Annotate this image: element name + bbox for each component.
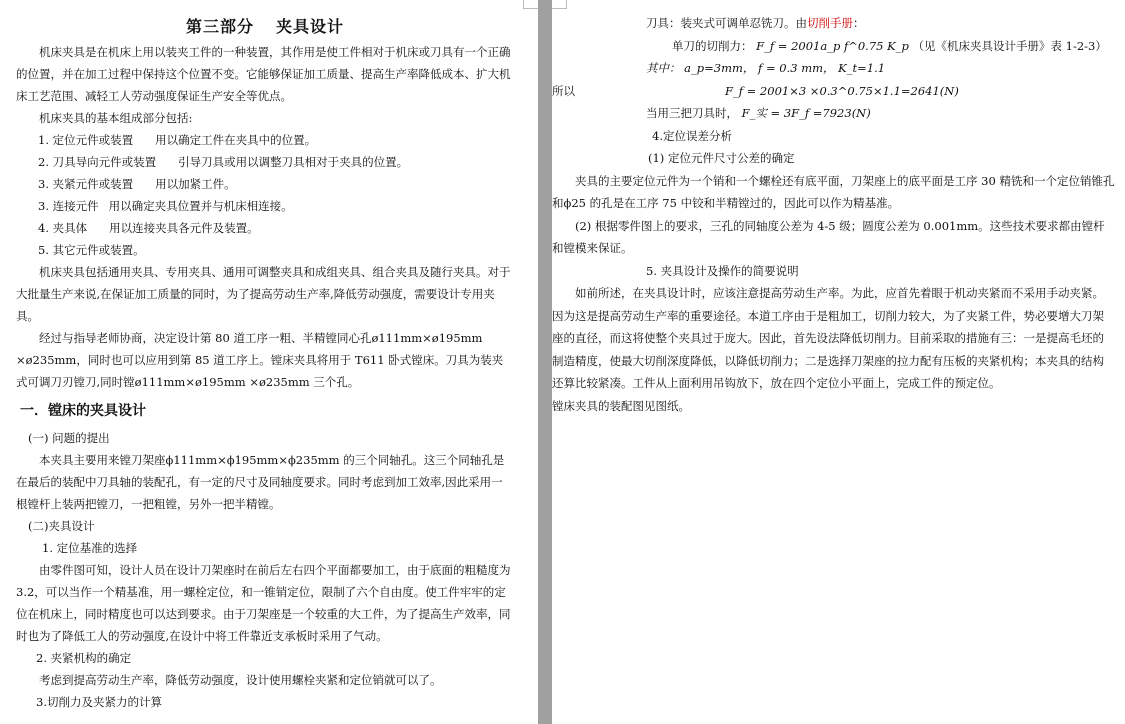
section-heading: 一．镗床的夹具设计	[20, 403, 146, 419]
list-item: 2. 刀具导向元件或装置 引导刀具或用以调整刀具相对于夹具的位置。	[38, 155, 409, 169]
list-item: 3. 连接元件 用以确定夹具位置并与机床相连接。	[38, 199, 293, 213]
page-corner-mark	[552, 0, 567, 9]
subsection-heading: 4.定位误差分析	[652, 128, 732, 143]
title-name: 夹具设计	[276, 17, 345, 36]
paragraph: 机床夹具的基本组成部分包括:	[39, 111, 193, 125]
paragraph: 由零件图可知，设计人员在设计刀架座时在前后左右四个平面都要加工，由于底面的粗糙度为 3.2，可以当作一个精基准，用一螺栓定位，和一锥销定位，限制了六个自由度。使工件牢牢的定位在机床上，同时精度也可以达到要求。由于刀架座是一个较重的大工件，为了提高生产效率，同时也为了降低工人的劳动强度,在设计中将工件靠近支承板时采用了气动。	[16, 563, 511, 643]
paragraph: 考虑到提高劳动生产率，降低劳动强度，设计使用螺栓夹紧和定位销就可以了。	[39, 673, 442, 687]
paragraph: 镗床夹具的装配图见图纸。	[552, 398, 690, 413]
formula-line: 所以 F_f = 2001×3 ×0.3^0.75×1.1=2641(N)	[552, 83, 959, 98]
list-item: 1. 定位元件或装置 用以确定工件在夹具中的位置。	[38, 133, 317, 147]
subsection-heading: (一) 问题的提出	[28, 431, 110, 445]
formula-line: 单刀的切削力： F_f = 2001a_p f^0.75 K_p （见《机床夹具设计手册》表 1-2-3）	[672, 38, 1107, 53]
title-part: 第三部分	[185, 17, 254, 36]
paragraph: 经过与指导老师协商，决定设计第 80 道工序一粗、半精镗同心孔ø111mm×ø195mm ×ø235mm，同时也可以应用到第 85 道工序上。镗床夹具将用于 T611 卧式镗床。刀具为装夹式可调刀刃镗刀,同时镗ø111mm×ø195mm ×ø235mm 三个孔。	[16, 331, 504, 389]
formula: F_f = 2001a_p f^0.75 K_p	[756, 38, 909, 53]
formula: F_实 = 3F_f =7923(N)	[741, 106, 871, 120]
list-item: 4. 夹具体 用以连接夹具各元件及装置。	[38, 221, 259, 235]
paragraph: (2) 根据零件图上的要求，三孔的同轴度公差为 4-5 级；圆度公差为 0.001mm。这些技术要求都由镗杆和镗模来保证。	[552, 218, 1105, 255]
highlighted-term: 切削手册	[807, 16, 853, 30]
subsection-heading: 5. 夹具设计及操作的简要说明	[646, 263, 799, 278]
subsection-heading: 2. 夹紧机构的确定	[36, 651, 132, 665]
paragraph: 如前所述，在夹具设计时，应该注意提高劳动生产率。为此，应首先着眼于机动夹紧而不采用手动夹紧。因为这是提高劳动生产率的重要途径。本道工序由于是粗加工，切削力较大，为了夹紧工件，势必要增大刀架座的直径，而这将使整个夹具过于庞大。因此，首先设法降低切削力。目前采取的措施有三：一是提高毛坯的制造精度，使最大切削深度降低，以降低切削力；二是选择刀架座的拉力配有压板的夹紧机构；本夹具的结构还算比较紧凑。工件从上面利用吊钩放下，放在四个定位小平面上，完成工件的预定位。	[552, 286, 1104, 390]
document-page-right	[552, 0, 1125, 724]
paragraph: 夹具的主要定位元件为一个销和一个螺栓还有底平面，刀架座上的底平面是工序 30 精铣和一个定位销锥孔和ϕ25 的孔是在工序 75 中铰和半精镗过的，因此可以作为精基准。	[552, 173, 1115, 210]
document-page-left	[0, 0, 538, 724]
list-item: 3. 夹紧元件或装置 用以加紧工件。	[38, 177, 236, 191]
page-corner-mark	[523, 0, 538, 9]
subsection-heading: (1) 定位元件尺寸公差的确定	[648, 151, 795, 165]
paragraph: 本夹具主要用来镗刀架座ϕ111mm×ϕ195mm×ϕ235mm 的三个同轴孔。这三个同轴孔是在最后的装配中刀具轴的装配孔，有一定的尺寸及同轴度要求。同时考虑到加工效率,因此采用一根镗杆上装两把镗刀，一把粗镗，另外一把半精镗。	[16, 453, 505, 511]
paragraph: 刀具：装夹式可调单忍铣刀。由切削手册：	[646, 16, 865, 30]
formula-line: 其中： a_p=3mm， f = 0.3 mm， K_t=1.1	[646, 61, 886, 75]
subsection-heading: 1. 定位基准的选择	[42, 541, 138, 555]
paragraph: 机床夹具是在机床上用以装夹工件的一种装置，其作用是使工件相对于机床或刀具有一个正确的位置，并在加工过程中保持这个位置不变。它能够保证加工质量、提高生产率降低成本、扩大机床工艺范围、减轻工人劳动强度保证生产安全等优点。	[16, 45, 511, 103]
subsection-heading: 3.切削力及夹紧力的计算	[36, 695, 162, 709]
formula-line: 当用三把刀具时， F_实 = 3F_f =7923(N)	[646, 106, 871, 120]
list-item: 5. 其它元件或装置。	[38, 243, 145, 257]
subsection-heading: (二)夹具设计	[28, 519, 95, 533]
paragraph: 机床夹具包括通用夹具、专用夹具、通用可调整夹具和成组夹具、组合夹具及随行夹具。对于大批量生产来说,在保证加工质量的同时，为了提高劳动生产率,降低劳动强度，需要设计专用夹具。	[16, 265, 511, 323]
formula: F_f = 2001×3 ×0.3^0.75×1.1=2641(N)	[725, 83, 959, 98]
page-title	[16, 14, 514, 37]
